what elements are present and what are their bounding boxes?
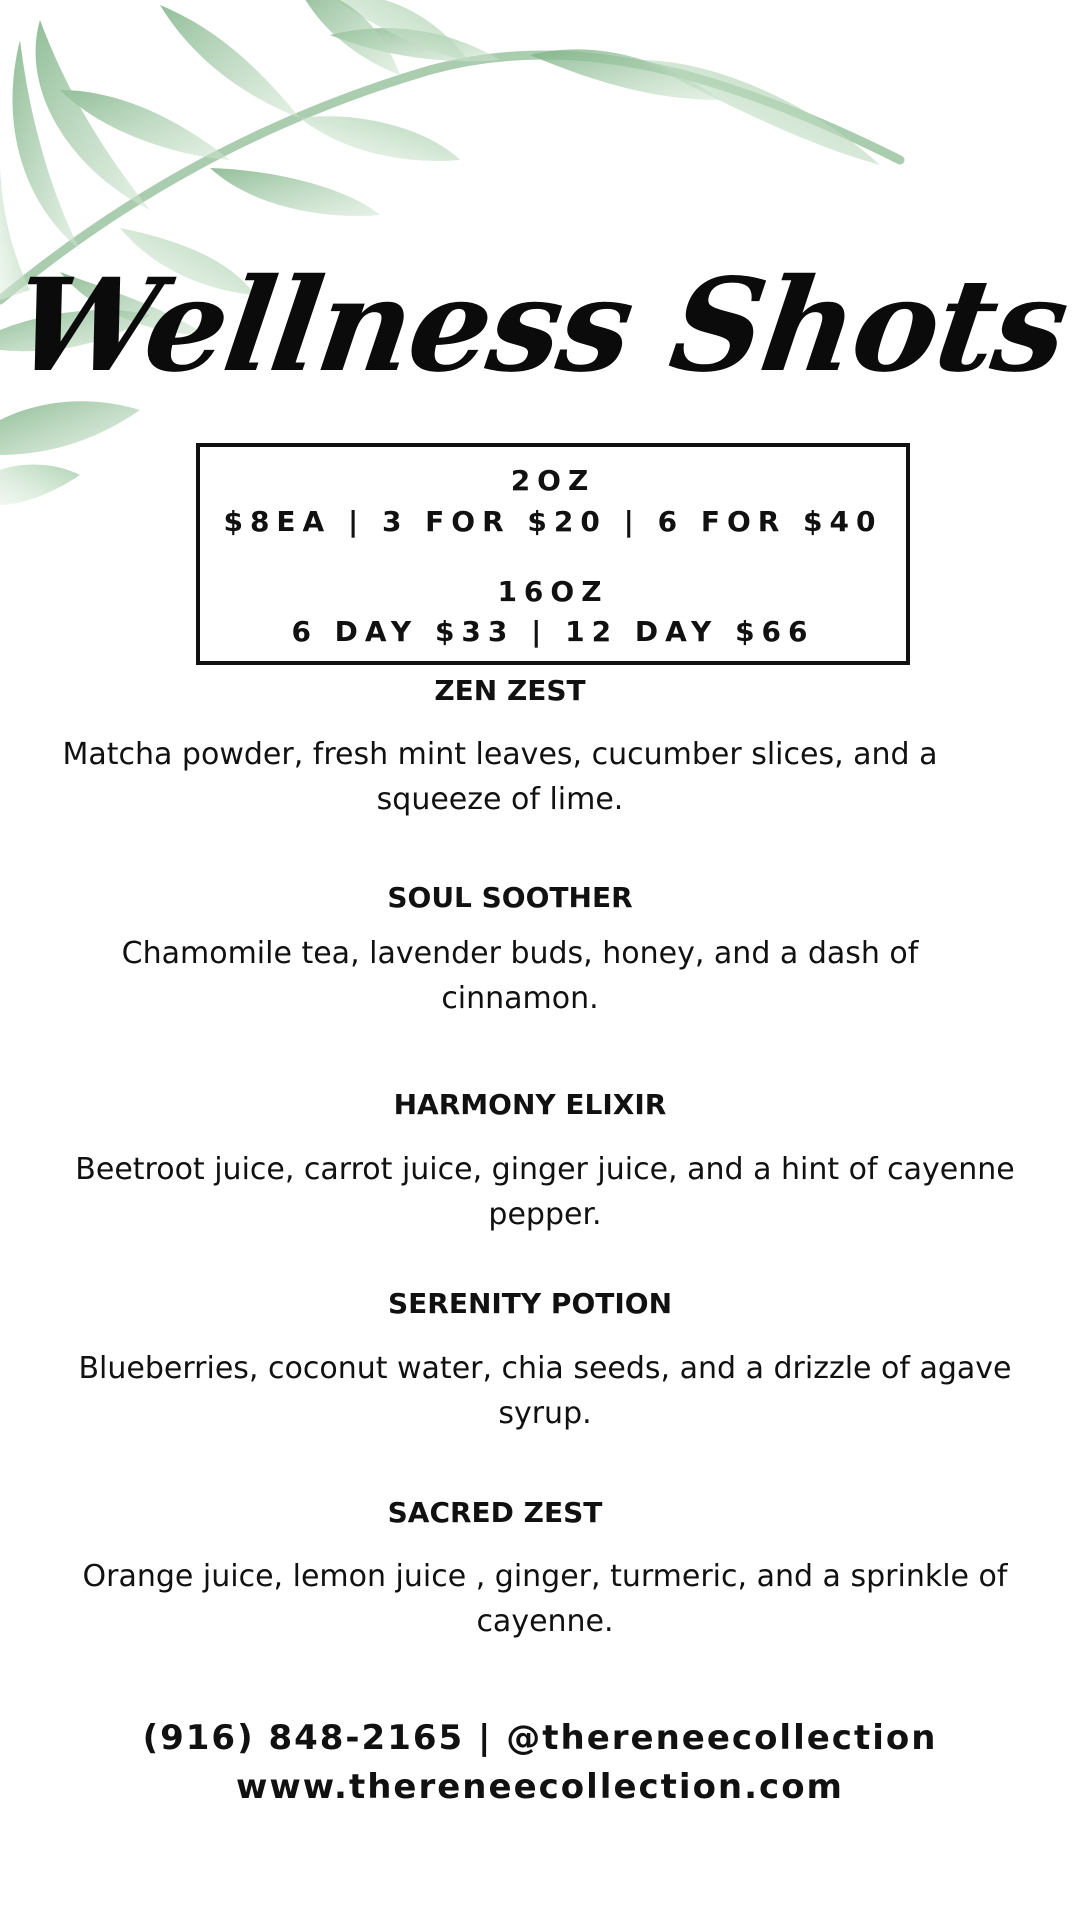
item-description-zen-zest: Matcha powder, fresh mint leaves, cucumber slices, and a squeeze of lime. bbox=[62, 737, 938, 817]
item-description-serenity-potion: Blueberries, coconut water, chia seeds, and a drizzle of agave syrup. bbox=[78, 1351, 1012, 1431]
item-description-sacred-zest: Orange juice, lemon juice , ginger, turmeric, and a sprinkle of cayenne. bbox=[82, 1559, 1008, 1639]
contact-phone-social: (916) 848-2165 | @thereneecollection bbox=[142, 1718, 938, 1758]
item-name-sacred-zest: SACRED ZEST bbox=[387, 1496, 603, 1529]
page-title: Wellness Shots bbox=[4, 251, 1076, 401]
small-size-label: 2OZ bbox=[510, 464, 596, 497]
pricing-box bbox=[196, 443, 910, 665]
item-name-serenity-potion: SERENITY POTION bbox=[387, 1287, 673, 1320]
item-description-soul-soother: Chamomile tea, lavender buds, honey, and a dash of cinnamon. bbox=[121, 936, 919, 1016]
item-name-harmony-elixir: HARMONY ELIXIR bbox=[393, 1088, 667, 1121]
item-description-harmony-elixir: Beetroot juice, carrot juice, ginger juice, and a hint of cayenne pepper. bbox=[75, 1152, 1015, 1232]
contact-website: www.thereneecollection.com bbox=[235, 1767, 844, 1807]
item-name-soul-soother: SOUL SOOTHER bbox=[387, 881, 633, 914]
small-size-prices: $8EA | 3 FOR $20 | 6 FOR $40 bbox=[223, 505, 883, 538]
item-name-zen-zest: ZEN ZEST bbox=[434, 674, 586, 707]
large-size-label: 16OZ bbox=[497, 575, 609, 608]
large-size-prices: 6 DAY $33 | 12 DAY $66 bbox=[291, 615, 815, 648]
